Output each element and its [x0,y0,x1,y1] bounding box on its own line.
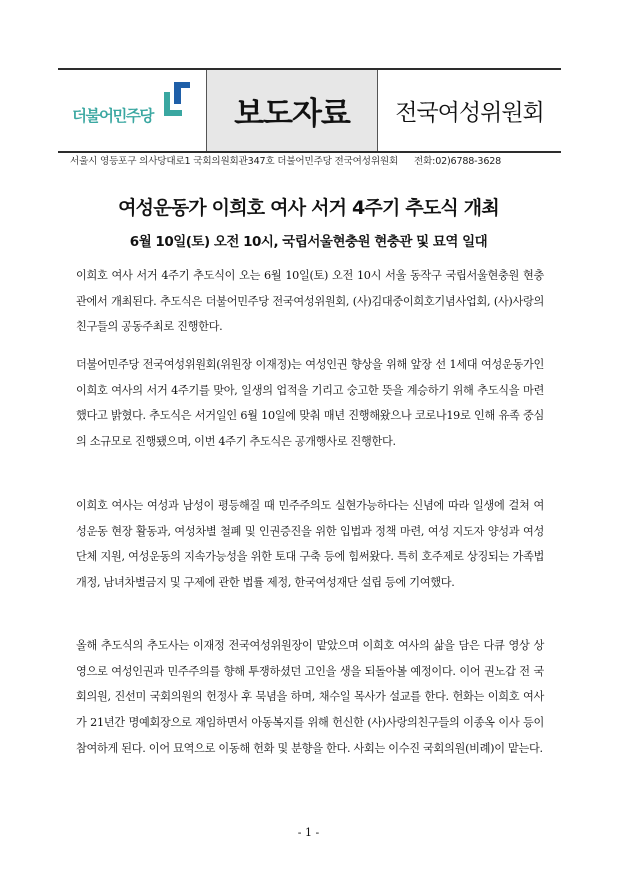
subheadline: 6월 10일(토) 오전 10시, 국립서울현충원 현충관 및 묘역 일대 [129,234,488,250]
party-logo [58,70,207,151]
contact-address: 서울시 영등포구 의사당대로1 국회의원회관347호 더불어민주당 전국여성위원회 [70,156,399,167]
headline: 여성운동가 이희호 여사 서거 4주기 추도식 개최 [118,197,499,219]
body-paragraph-4: 올해 추도식의 추도사는 이재정 전국여성위원장이 맡았으며 이희호 여사의 삶을 담은 다큐 영상 상영으로 여성인권과 민주주의를 향해 투쟁하셨던 고인을 생을 되돌아볼 예정이다. 이어 권노갑 전 국회의원, 진선미 국회의원의 헌정사 후 묵념을 하며, 채수일 목사가 설교를 한다. 헌화는 이희호 여사가 21년간 명예회장으로 재임하면서 아동복지를 위해 헌신한 (사)사랑의친구들의 이종옥 이사 등이 참여하게 된다. 이어 묘역으로 이동해 헌화 및 분향을 한다. 사회는 이수진 국회의원(비례)이 맡는다. [76,639,544,755]
page-number: - 1 - [297,826,320,839]
body-paragraph-1: 이희호 여사 서거 4주기 추도식이 오는 6월 10일(토) 오전 10시 서울 동작구 국립서울현충원 현충관에서 개최된다. 추도식은 더불어민주당 전국여성위원회, (사)김대중이희호기념사업회, (사)사랑의친구들의 공동주최로 진행한다. [76,269,544,334]
press-release-title-box [207,70,378,151]
body-paragraph-3: 이희호 여사는 여성과 남성이 평등해질 때 민주주의도 실현가능하다는 신념에 따라 일생에 걸쳐 여성운동 현장 활동과, 여성차별 철폐 및 인권증진을 위한 입법과 정책 마련, 여성 지도자 양성과 여성단체 지원, 여성운동의 지속가능성을 위한 토대 구축 등에 힘써왔다. 특히 호주제로 상징되는 가족법 개정, 남녀차별금지 및 구제에 관한 법률 제정, 한국여성재단 설립 등에 기여했다. [76,499,544,590]
organization-box [378,70,561,151]
contact-line [70,153,550,167]
contact-phone: 전화:02)6788-3628 [414,156,502,167]
press-release-title: 보도자료 [234,96,350,132]
press-release-header [58,68,561,153]
body-paragraph-2: 더불어민주당 전국여성위원회(위원장 이재정)는 여성인권 향상을 위해 앞장 선 1세대 여성운동가인 이희호 여사의 서거 4주기를 맞아, 일생의 업적을 기리고 숭고한 뜻을 계승하기 위해 추도식을 마련했다고 밝혔다. 추도식은 서거일인 6월 10일에 맞춰 매년 진행해왔으나 코로나19로 인해 유족 중심의 소규모로 진행됐으며, 이번 4주기 추도식은 공개행사로 진행한다. [76,358,544,449]
organization-name: 전국여성위원회 [395,100,544,126]
party-logo-text: 더불어민주당 [72,107,153,125]
party-logo-mark-icon [164,82,192,118]
